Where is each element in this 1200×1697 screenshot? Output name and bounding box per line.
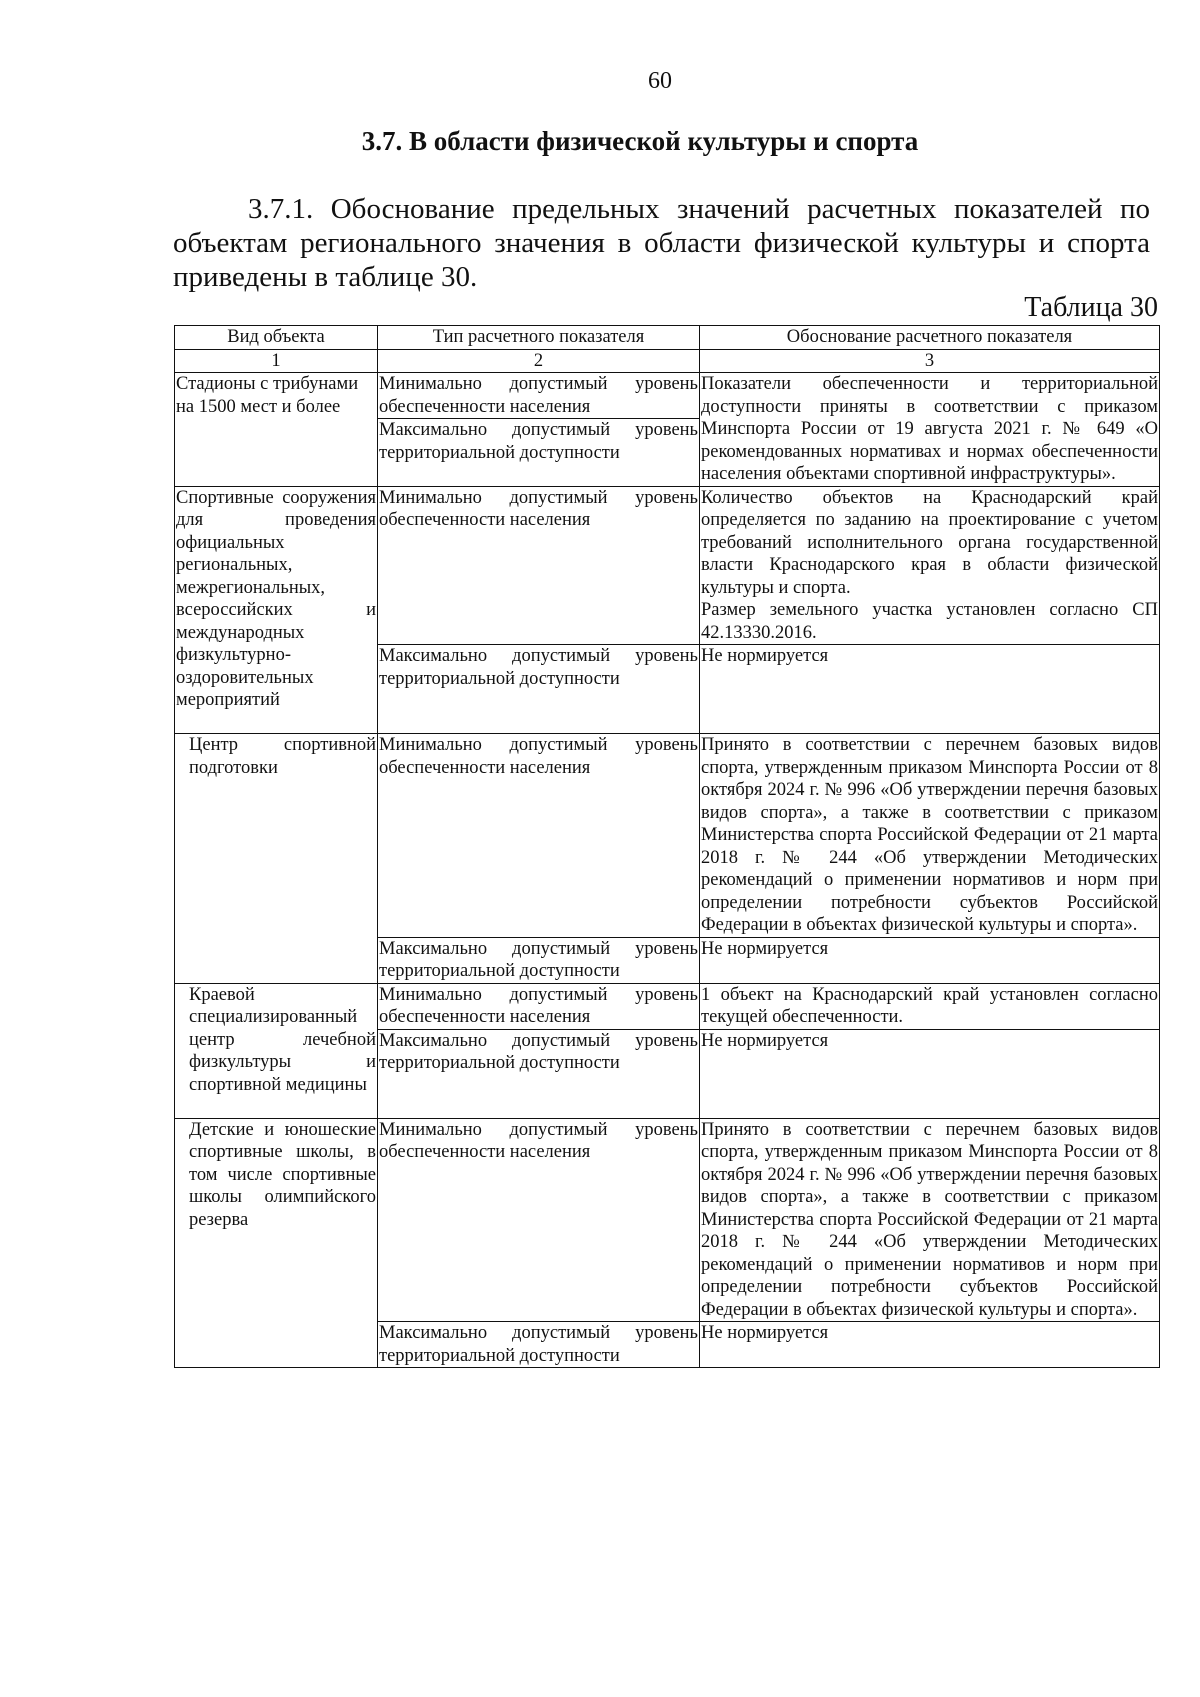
min-type-cell: Минимально допустимый уровень обеспеченности населения — [378, 734, 700, 938]
column-number: 2 — [378, 349, 700, 373]
min-type-cell: Минимально допустимый уровень обеспеченности населения — [379, 374, 698, 417]
header-indicator-type: Тип расчетного показателя — [378, 326, 700, 350]
justification-cell: Показатели обеспеченности и территориальной доступности приняты в соответствии с приказом Минспорта России от 19 августа 2021 г. № 649 «О рекомендованных нормативах и нормах обеспеченности населения объектами спортивной инфраструктуры». — [701, 374, 1158, 484]
max-type-cell: Максимально допустимый уровень территориальной доступности — [379, 1323, 698, 1366]
object-cell: Стадионы с трибунами на 1500 мест и более — [175, 373, 378, 487]
max-type-cell: Максимально допустимый уровень территориальной доступности — [378, 1029, 700, 1118]
justification-cell: Не нормируется — [700, 937, 1160, 983]
min-type-cell: Минимально допустимый уровень обеспеченности населения — [379, 984, 698, 1027]
max-type-cell: Максимально допустимый уровень территориальной доступности — [378, 645, 700, 734]
justification-cell: Не нормируется — [700, 645, 1160, 734]
intro-paragraph: 3.7.1. Обоснование предельных значений расчетных показателей по объектам регионального значения в области физической культуры и спорта приведены в таблице 30. — [173, 193, 1150, 293]
justification-extra-text: Размер земельного участка установлен согласно СП 42.13330.2016. — [701, 600, 1158, 643]
table-row — [175, 734, 1160, 938]
min-type-cell: Минимально допустимый уровень обеспеченности населения — [378, 486, 700, 645]
justification-cell: 1 объект на Краснодарский край установлен согласно текущей обеспеченности. — [701, 984, 1158, 1027]
object-cell: Центр спортивной подготовки — [175, 734, 378, 984]
table-header-row — [175, 326, 1160, 350]
justification-text: Количество объектов на Краснодарский край определяется по заданию на проектирование с учетом требований исполнительного органа государственной власти Краснодарского края в области физической культуры и спорта. — [701, 487, 1158, 598]
table-row — [175, 1118, 1160, 1322]
table-row — [175, 983, 1160, 1029]
table-column-numbers-row — [175, 349, 1160, 373]
table-caption: Таблица 30 — [1024, 292, 1158, 323]
section-heading: 3.7. В области физической культуры и спорта — [361, 126, 919, 156]
indicators-table — [174, 325, 1160, 1368]
max-type-cell: Максимально допустимый уровень территориальной доступности — [378, 419, 700, 487]
justification-cell: Не нормируется — [700, 1029, 1160, 1118]
object-cell: Краевой специализированный центр лечебной физкультуры и спортивной медицины — [175, 983, 378, 1118]
object-cell: Детские и юношеские спортивные школы, в том числе спортивные школы олимпийского резерва — [175, 1118, 378, 1368]
page-number: 60 — [648, 68, 672, 94]
max-type-cell: Максимально допустимый уровень территориальной доступности — [379, 938, 698, 981]
header-justification: Обоснование расчетного показателя — [700, 326, 1160, 350]
table-row — [175, 373, 1160, 419]
header-object-type: Вид объекта — [175, 326, 378, 350]
justification-cell: Не нормируется — [700, 1322, 1160, 1368]
min-type-cell: Минимально допустимый уровень обеспеченности населения — [378, 1118, 700, 1322]
table-row — [175, 486, 1160, 645]
column-number: 1 — [175, 349, 378, 373]
justification-cell — [700, 486, 1160, 645]
justification-cell: Принято в соответствии с перечнем базовых видов спорта, утвержденным приказом Минспорта России от 8 октября 2024 г. № 996 «Об утверждении перечня базовых видов спорта», а также в соответствии с приказом Министерства спорта Российской Федерации от 21 марта 2018 г. № 244 «Об утверждении Методических рекомендаций о применении нормативов и норм при определении потребности субъектов Российской Федерации в объектах физической культуры и спорта». — [701, 735, 1158, 935]
justification-cell: Принято в соответствии с перечнем базовых видов спорта, утвержденным приказом Минспорта России от 8 октября 2024 г. № 996 «Об утверждении перечня базовых видов спорта», а также в соответствии с приказом Министерства спорта Российской Федерации от 21 марта 2018 г. № 244 «Об утверждении Методических рекомендаций о применении нормативов и норм при определении потребности субъектов Российской Федерации в объектах физической культуры и спорта». — [701, 1119, 1158, 1320]
object-cell: Спортивные сооружения для проведения официальных региональных, межрегиональных, всероссийских и международных физкультурно-оздоровительных мероприятий — [175, 486, 378, 734]
column-number: 3 — [700, 349, 1160, 373]
